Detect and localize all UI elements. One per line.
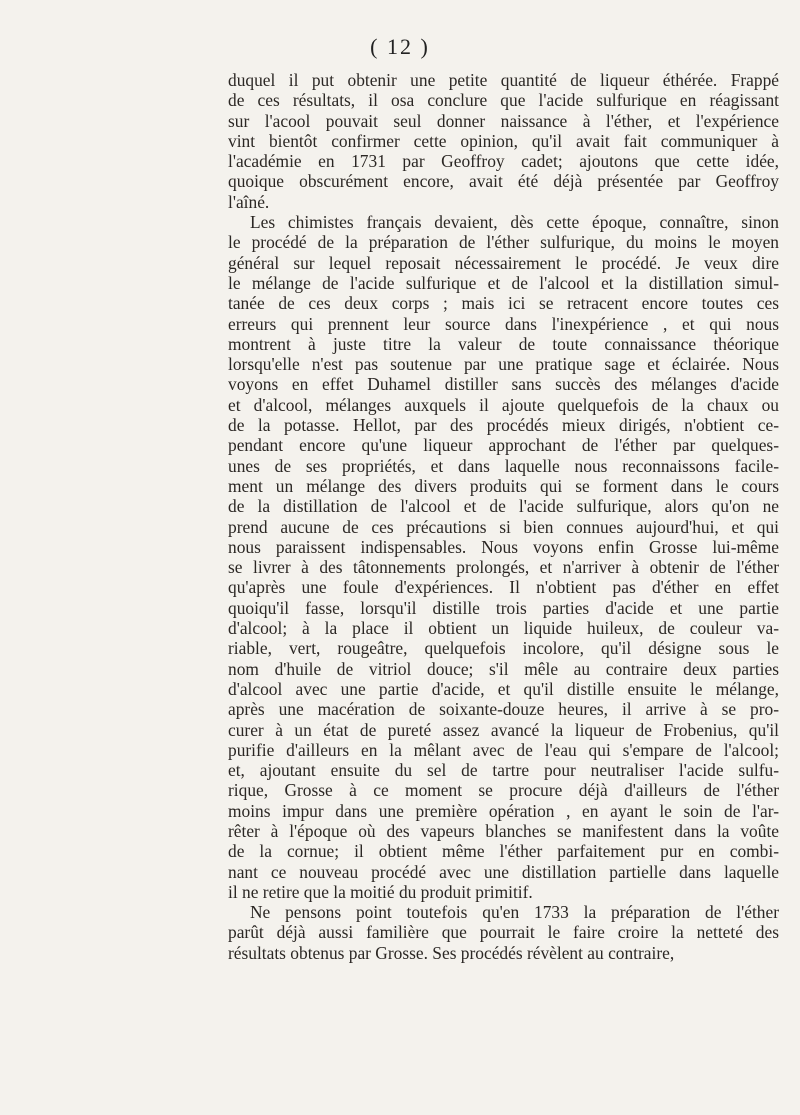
text-line: le mélange de l'acide sulfurique et de l'alcool et la distillation simul- bbox=[228, 272, 779, 293]
page-number: ( 12 ) bbox=[370, 34, 430, 59]
text-line: d'alcool avec une partie d'acide, et qu'il distille ensuite le mélange, bbox=[228, 678, 779, 699]
paragraph bbox=[228, 212, 779, 902]
text-line: duquel il put obtenir une petite quantité de liqueur éthérée. Frappé bbox=[228, 70, 779, 90]
text-line: de la cornue; il obtient même l'éther parfaitement pur en combi- bbox=[228, 841, 779, 862]
text-line: d'alcool; à la place il obtient un liquide huileux, de couleur va- bbox=[228, 618, 779, 639]
text-line: il ne retire que la moitié du produit primitif. bbox=[228, 881, 533, 902]
text-line: montrent à juste titre la valeur de toute connaissance théorique bbox=[228, 333, 779, 354]
body-text bbox=[228, 70, 779, 963]
text-line: parût déjà aussi familière que pourrait le faire croire la netteté des bbox=[228, 922, 779, 943]
text-line: curer à un état de pureté assez avancé la liqueur de Frobenius, qu'il bbox=[228, 719, 779, 740]
text-line: purifie d'ailleurs en la mêlant avec de l'eau qui s'empare de l'alcool; bbox=[228, 739, 779, 760]
text-line: tanée de ces deux corps ; mais ici se retracent encore toutes ces bbox=[228, 293, 779, 314]
text-line: et d'alcool, mélanges auxquels il ajoute quelquefois de la chaux ou bbox=[228, 394, 779, 415]
text-line: Ne pensons point toutefois qu'en 1733 la préparation de l'éther bbox=[250, 902, 779, 923]
text-line: moins impur dans une première opération , en ayant le soin de l'ar- bbox=[228, 800, 779, 821]
paragraph bbox=[228, 70, 779, 212]
text-line: sur l'acool pouvait seul donner naissance à l'éther, et l'expérience bbox=[228, 110, 779, 131]
text-line: Les chimistes français devaient, dès cette époque, connaître, sinon bbox=[250, 212, 779, 233]
text-line: de ces résultats, il osa conclure que l'acide sulfurique en réagissant bbox=[228, 90, 779, 111]
text-line: se livrer à des tâtonnements prolongés, et n'arriver à obtenir de l'éther bbox=[228, 557, 779, 578]
text-line: nom d'huile de vitriol douce; s'il mêle au contraire deux parties bbox=[228, 658, 779, 679]
text-line: quoique obscurément encore, avait été déjà présentée par Geoffroy bbox=[228, 171, 779, 192]
paragraph bbox=[228, 902, 779, 963]
text-line: et, ajoutant ensuite du sel de tartre pour neutraliser l'acide sulfu- bbox=[228, 760, 779, 781]
text-line: résultats obtenus par Grosse. Ses procédés révèlent au contraire, bbox=[228, 942, 675, 963]
text-line: vint bientôt confirmer cette opinion, qu'il avait fait communiquer à bbox=[228, 130, 779, 151]
text-line: voyons en effet Duhamel distiller sans succès des mélanges d'acide bbox=[228, 374, 779, 395]
text-line: qu'après une foule d'expériences. Il n'obtient pas d'éther en effet bbox=[228, 577, 779, 598]
text-line: le procédé de la préparation de l'éther sulfurique, du moins le moyen bbox=[228, 232, 779, 253]
text-line: l'aîné. bbox=[228, 191, 270, 212]
text-line: erreurs qui prennent leur source dans l'inexpérience , et qui nous bbox=[228, 313, 779, 334]
text-line: pendant encore qu'une liqueur approchant de l'éther par quelques- bbox=[228, 435, 779, 456]
text-line: ment un mélange des divers produits qui se forment dans le cours bbox=[228, 475, 779, 496]
text-line: l'académie en 1731 par Geoffroy cadet; ajoutons que cette idée, bbox=[228, 151, 779, 172]
text-line: nous paraissent indispensables. Nous voyons enfin Grosse lui-même bbox=[228, 536, 779, 557]
text-line: lorsqu'elle n'est pas soutenue par une pratique sage et éclairée. Nous bbox=[228, 354, 779, 375]
text-line: de la potasse. Hellot, par des procédés mieux dirigés, n'obtient ce- bbox=[228, 415, 779, 436]
text-line: unes de ses propriétés, et dans laquelle nous reconnaissons facile- bbox=[228, 455, 779, 476]
text-line: quoiqu'il fasse, lorsqu'il distille trois parties d'acide et une partie bbox=[228, 597, 779, 618]
text-line: après une macération de soixante-douze heures, il arrive à se pro- bbox=[228, 699, 779, 720]
text-line: de la distillation de l'alcool et de l'acide sulfurique, alors qu'on ne bbox=[228, 496, 779, 517]
text-line: général sur lequel reposait nécessairement le procédé. Je veux dire bbox=[228, 252, 779, 273]
text-line: prend aucune de ces précautions si bien connues aujourd'hui, et qui bbox=[228, 516, 779, 537]
text-line: rique, Grosse à ce moment se procure déjà d'ailleurs de l'éther bbox=[228, 780, 779, 801]
text-line: nant ce nouveau procédé avec une distillation partielle dans laquelle bbox=[228, 861, 779, 882]
text-line: riable, vert, rougeâtre, quelquefois incolore, qu'il désigne sous le bbox=[228, 638, 779, 659]
text-line: rêter à l'époque où des vapeurs blanches se manifestent dans la voûte bbox=[228, 820, 779, 841]
